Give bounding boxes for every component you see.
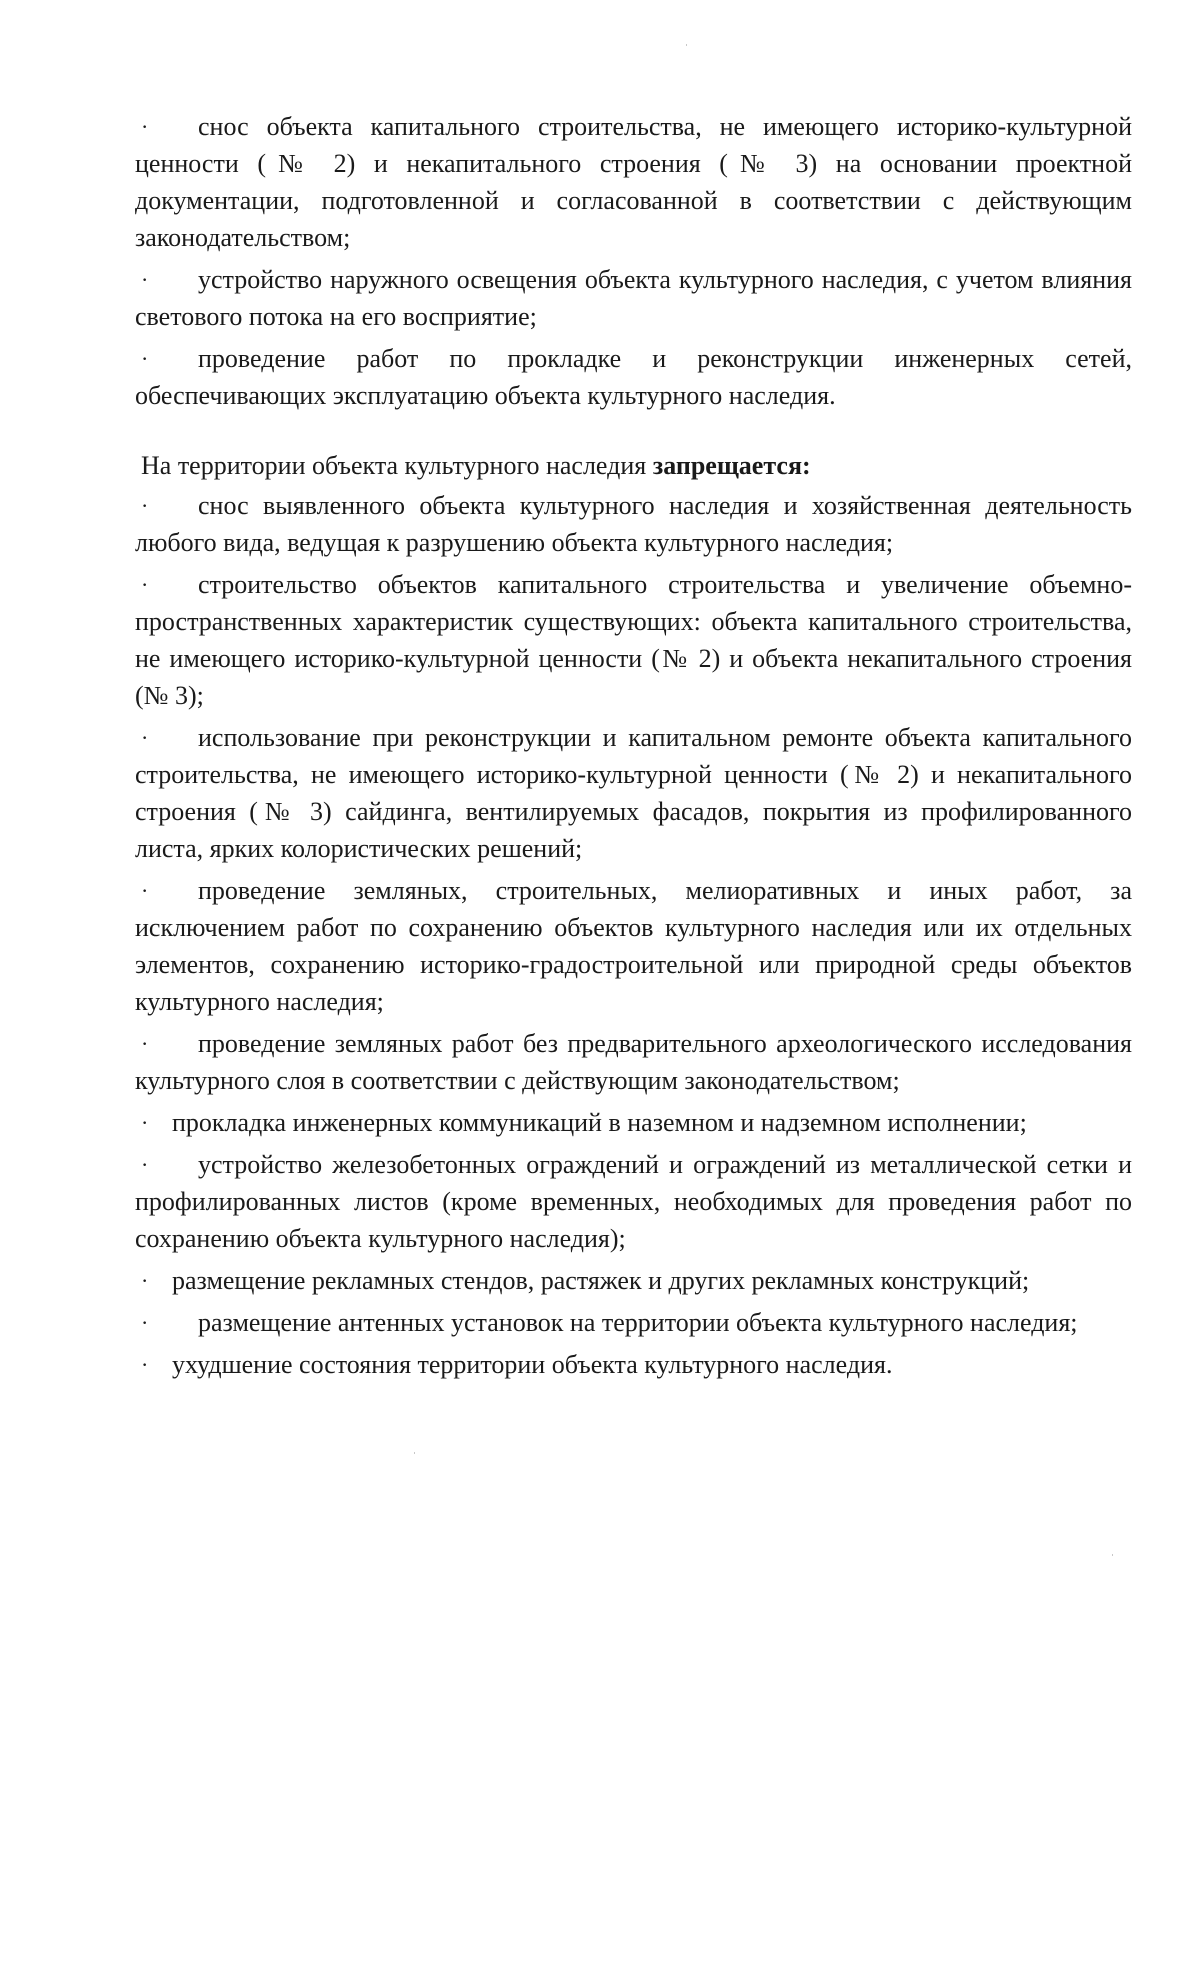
bullet-icon: ·	[141, 1352, 149, 1377]
list-item	[135, 719, 1132, 867]
bullet-icon: ·	[141, 878, 149, 903]
section-heading-text: На территории объекта культурного наследия	[141, 451, 647, 480]
section-heading	[141, 447, 1132, 484]
permitted-list	[135, 108, 1132, 414]
prohibited-list	[135, 487, 1132, 1383]
list-item-text: прокладка инженерных коммуникаций в наземном и надземном исполнении;	[172, 1108, 1027, 1137]
list-item	[135, 1025, 1132, 1099]
list-item	[135, 1104, 1132, 1141]
list-item	[135, 566, 1132, 714]
list-item-text: ухудшение состояния территории объекта культурного наследия.	[172, 1350, 893, 1379]
bullet-icon: ·	[141, 114, 149, 139]
bullet-icon: ·	[141, 267, 149, 292]
bullet-icon: ·	[141, 572, 149, 597]
list-item	[135, 1146, 1132, 1257]
bullet-icon: ·	[141, 493, 149, 518]
bullet-icon: ·	[141, 725, 149, 750]
bullet-icon: ·	[141, 1152, 149, 1177]
bullet-icon: ·	[141, 1110, 149, 1135]
list-item	[135, 1262, 1132, 1299]
bullet-icon: ·	[141, 346, 149, 371]
list-item-text: снос выявленного объекта культурного наследия и хозяйственная деятельность любого вида, ведущая к разрушению объекта культурного наследия;	[135, 491, 1132, 557]
list-item-text: проведение земляных работ без предварительного археологического исследования культурного слоя в соответствии с действующим законодательством;	[135, 1029, 1132, 1095]
list-item	[135, 487, 1132, 561]
document-body	[135, 108, 1132, 1388]
list-item-text: устройство наружного освещения объекта культурного наследия, с учетом влияния светового потока на его восприятие;	[135, 265, 1132, 331]
list-item	[135, 872, 1132, 1020]
scan-speck	[1112, 1554, 1113, 1556]
scan-speck	[686, 44, 687, 46]
scan-speck	[414, 1452, 415, 1454]
list-item-text: размещение рекламных стендов, растяжек и других рекламных конструкций;	[172, 1266, 1030, 1295]
bullet-icon: ·	[141, 1310, 149, 1335]
list-item	[135, 340, 1132, 414]
list-item-text: строительство объектов капитального строительства и увеличение объемно-пространственных характеристик существующих: объекта капитального строительства, не имеющего историко-культурной ценности (№ 2) и объекта некапитального строения (№ 3);	[135, 570, 1132, 710]
list-item	[135, 261, 1132, 335]
bullet-icon: ·	[141, 1268, 149, 1293]
list-item	[135, 108, 1132, 256]
section-heading-emphasis: запрещается:	[652, 451, 811, 480]
list-item-text: устройство железобетонных ограждений и ограждений из металлической сетки и профилированных листов (кроме временных, необходимых для проведения работ по сохранению объекта культурного наследия);	[135, 1150, 1132, 1253]
list-item-text: проведение земляных, строительных, мелиоративных и иных работ, за исключением работ по сохранению объектов культурного наследия или их отдельных элементов, сохранению историко-градостроительной или природной среды объектов культурного наследия;	[135, 876, 1132, 1016]
bullet-icon: ·	[141, 1031, 149, 1056]
list-item	[135, 1346, 1132, 1383]
list-item-text: размещение антенных установок на территории объекта культурного наследия;	[198, 1308, 1078, 1337]
list-item-text: использование при реконструкции и капитальном ремонте объекта капитального строительства, не имеющего историко-культурной ценности (№ 2) и некапитального строения (№ 3) сайдинга, вентилируемых фасадов, покрытия из профилированного листа, ярких колористических решений;	[135, 723, 1132, 863]
list-item-text: проведение работ по прокладке и реконструкции инженерных сетей, обеспечивающих эксплуатацию объекта культурного наследия.	[135, 344, 1132, 410]
list-item	[135, 1304, 1132, 1341]
list-item-text: снос объекта капитального строительства, не имеющего историко-культурной ценности (№ 2) и некапитального строения (№ 3) на основании проектной документации, подготовленной и согласованной в соответствии с действующим законодательством;	[135, 112, 1132, 252]
